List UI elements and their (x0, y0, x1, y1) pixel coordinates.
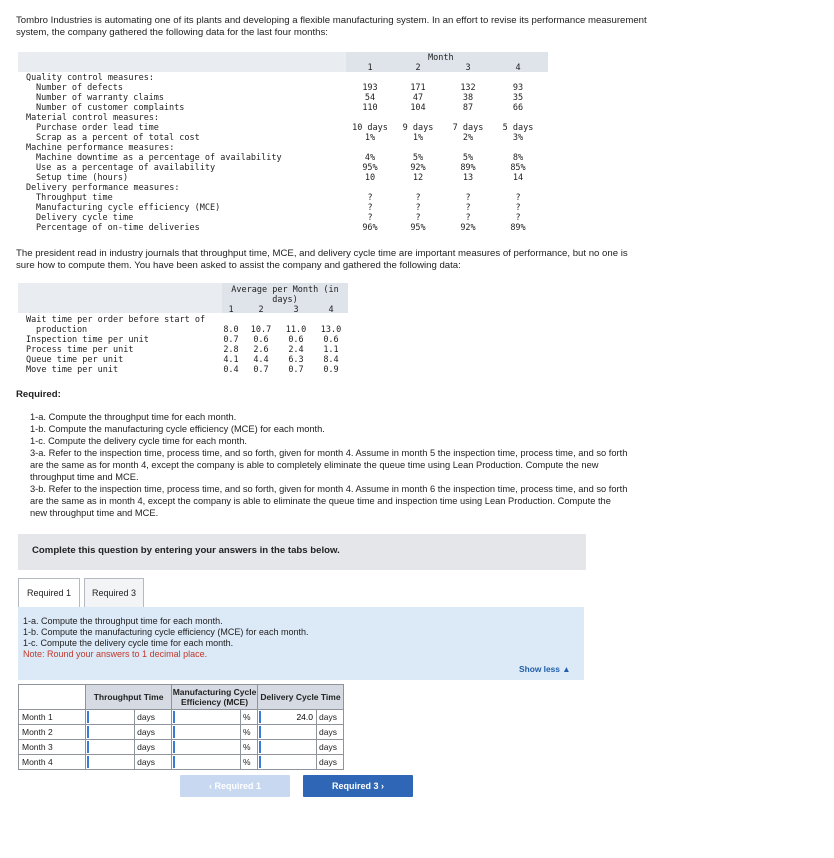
table1-cell: 1% (364, 133, 376, 143)
table2-row-label: Wait time per order before start of (26, 315, 206, 325)
table1-cell: ? (367, 203, 373, 213)
table1-cell: 7 days (452, 123, 484, 133)
table1-cell: ? (367, 213, 373, 223)
mce-input[interactable] (173, 726, 239, 738)
instructions-panel (18, 607, 584, 680)
required-label: Required: (16, 389, 61, 400)
unit-separator (316, 740, 317, 754)
unit-separator (240, 725, 241, 739)
table1-row-label: Machine performance measures: (26, 143, 175, 153)
tab-required-1[interactable]: Required 1 (18, 578, 80, 608)
table1-cell: 96% (362, 223, 378, 233)
table1-cell: 54 (364, 93, 376, 103)
table1-header-left (18, 52, 346, 72)
table2-cell: 4.1 (223, 355, 239, 365)
table1-row-label: Number of defects (36, 83, 123, 93)
unit-separator (240, 710, 241, 724)
answer-row (19, 725, 344, 740)
table1-cell: 93 (512, 83, 524, 93)
delivery-cycle-time-input[interactable] (259, 726, 315, 738)
table2-cell: 1.1 (323, 345, 339, 355)
table1-row-label: Material control measures: (26, 113, 160, 123)
table1-cell: 110 (362, 103, 378, 113)
next-required-3-button[interactable]: Required 3 › (303, 775, 413, 797)
table1-row-label: Machine downtime as a percentage of availability (36, 153, 282, 163)
table1-cell: 5% (462, 153, 474, 163)
table1-cell: 92% (410, 163, 426, 173)
table2-column-header: 4 (328, 305, 334, 315)
answer-row (19, 755, 344, 770)
table1-row-label: Manufacturing cycle efficiency (MCE) (36, 203, 221, 213)
table1-cell: 95% (410, 223, 426, 233)
unit-label: % (243, 757, 251, 767)
table1-row-label: Setup time (hours) (36, 173, 129, 183)
unit-label: days (137, 757, 156, 767)
table2-cell: 0.6 (288, 335, 304, 345)
month-label: Month 2 (19, 725, 86, 740)
panel-line-1b: 1-b. Compute the manufacturing cycle efficiency (MCE) for each month. (23, 627, 309, 637)
requirement-item: 1-b. Compute the manufacturing cycle efficiency (MCE) for each month. (30, 424, 325, 434)
table1-cell: 5% (412, 153, 424, 163)
table1-cell: 89% (460, 163, 476, 173)
unit-label: % (243, 712, 251, 722)
requirements-list (30, 411, 630, 519)
table1-cell: 38 (462, 93, 474, 103)
table1-row-label: Throughput time (36, 193, 113, 203)
table1-cell: ? (415, 193, 421, 203)
unit-separator (134, 710, 135, 724)
table1-cell: 4% (364, 153, 376, 163)
table2-cell: 0.9 (323, 365, 339, 375)
month-label: Month 3 (19, 740, 86, 755)
table1-cell: 3% (512, 133, 524, 143)
requirement-item: 1-c. Compute the delivery cycle time for each month. (30, 436, 248, 446)
table1-cell: ? (515, 193, 521, 203)
panel-line-1a: 1-a. Compute the throughput time for each month. (23, 616, 223, 626)
table1-row-label: Percentage of on-time deliveries (36, 223, 200, 233)
table2-row-label-cont: production (36, 325, 88, 335)
rounding-note: Note: Round your answers to 1 decimal place. (23, 649, 208, 659)
table1-column-header: 2 (415, 63, 421, 73)
requirement-item: 3-a. Refer to the inspection time, process time, and so forth, given for month 4. Assume in month 5 the inspection time, process time, and so forth are the same as for month 4, except the company is able to completely eliminate the queue time using Lean Production. Compute the new throughput time and MCE. (30, 448, 628, 482)
unit-label: days (319, 757, 337, 767)
panel-line-1c: 1-c. Compute the delivery cycle time for each month. (23, 638, 234, 648)
month-label: Month 1 (19, 710, 86, 725)
table1-cell: ? (465, 193, 471, 203)
table1-cell: 85% (510, 163, 526, 173)
table1-cell: 13 (462, 173, 474, 183)
requirement-item: 3-b. Refer to the inspection time, process time, and so forth, given for month 4. Assume in month 6 the inspection time, process time, and so forth are the same as in month 4, except the company is able to eliminate the queue time and inspection time using Lean Production. Compute the new throughput time and MCE. (30, 484, 628, 518)
unit-separator (134, 725, 135, 739)
complete-instructions-text: Complete this question by entering your answers in the tabs below. (32, 545, 340, 556)
header-throughput-time: Throughput Time (86, 685, 172, 710)
table1-cell: 66 (512, 103, 524, 113)
unit-label: days (319, 727, 337, 737)
requirement-item: 1-a. Compute the throughput time for each month. (30, 412, 237, 422)
unit-separator (316, 755, 317, 769)
table2-cell: 10.7 (250, 325, 272, 335)
table1-month-label: Month (428, 53, 454, 63)
table2-cell: 11.0 (285, 325, 307, 335)
table1-cell: ? (367, 193, 373, 203)
unit-separator (316, 710, 317, 724)
table2-cell: 2.6 (253, 345, 269, 355)
table2-cell: 0.6 (253, 335, 269, 345)
unit-label: days (137, 712, 156, 722)
header-mce: Manufacturing Cycle Efficiency (MCE) (172, 685, 258, 710)
complete-instructions-box (18, 534, 586, 570)
table1-cell: 10 (364, 173, 376, 183)
table1-cell: 193 (362, 83, 378, 93)
table1-cell: 89% (510, 223, 526, 233)
table1-cell: 95% (362, 163, 378, 173)
table1-cell: 10 days (352, 123, 388, 133)
table1-row-label: Purchase order lead time (36, 123, 159, 133)
president-paragraph: The president read in industry journals that throughput time, MCE, and delivery cycle time are important measures of performance, but no one is sure how to compute them. You have been asked to assist the company and gathered the following data: (16, 248, 628, 271)
previous-required-1-button[interactable]: ‹ Required 1 (180, 775, 290, 797)
table2-cell: 13.0 (320, 325, 342, 335)
mce-input[interactable] (173, 741, 239, 753)
table1-row-label: Scrap as a percent of total cost (36, 133, 200, 143)
table2-cell: 0.6 (323, 335, 339, 345)
table2-cell: 0.7 (223, 335, 239, 345)
table1-cell: ? (465, 213, 471, 223)
mce-input[interactable] (173, 756, 239, 768)
table1-cell: 8% (512, 153, 524, 163)
table2-cell: 6.3 (288, 355, 304, 365)
answer-row (19, 740, 344, 755)
tab-required-3[interactable]: Required 3 (84, 578, 144, 608)
table1-cell: ? (465, 203, 471, 213)
table2-cell: 0.7 (288, 365, 304, 375)
table1-row-label: Delivery cycle time (36, 213, 134, 223)
table1-row-label: Number of customer complaints (36, 103, 185, 113)
delivery-cycle-time-input[interactable] (259, 756, 315, 768)
table1-column-header: 4 (515, 63, 521, 73)
table1-cell: ? (515, 213, 521, 223)
unit-label: % (243, 727, 251, 737)
show-less-link[interactable]: Show less ▲ (519, 664, 571, 674)
table2-column-header: 2 (258, 305, 264, 315)
table2-row-label: Move time per unit (26, 365, 119, 375)
unit-label: days (319, 742, 337, 752)
table1-cell: 104 (410, 103, 426, 113)
table1-cell: 2% (462, 133, 474, 143)
throughput-time-input[interactable] (87, 726, 133, 738)
table1-cell: 1% (412, 133, 424, 143)
table1-cell: 92% (460, 223, 476, 233)
delivery-cycle-time-input[interactable] (259, 741, 315, 753)
table2-row-label: Process time per unit (26, 345, 134, 355)
table2-cell: 8.0 (223, 325, 239, 335)
table1-cell: 12 (412, 173, 424, 183)
table2-cell: 0.4 (223, 365, 239, 375)
table2-row-label: Queue time per unit (26, 355, 124, 365)
mce-input[interactable] (173, 711, 239, 723)
table2-row-label: Inspection time per unit (26, 335, 149, 345)
table1-cell: 9 days (402, 123, 434, 133)
table2-cell: 4.4 (253, 355, 269, 365)
throughput-time-input[interactable] (87, 756, 133, 768)
unit-label: days (137, 742, 156, 752)
table2-header-left (18, 283, 222, 313)
table1-cell: ? (415, 203, 421, 213)
answer-table-corner (19, 685, 86, 710)
table2-column-header: 3 (293, 305, 299, 315)
table1-column-header: 3 (465, 63, 471, 73)
table1-cell: 87 (462, 103, 474, 113)
unit-separator (134, 740, 135, 754)
answer-table (18, 684, 344, 770)
table1-row-label: Delivery performance measures: (26, 183, 180, 193)
table2-cell: 8.4 (323, 355, 339, 365)
month-label: Month 4 (19, 755, 86, 770)
table1-column-header: 1 (367, 63, 373, 73)
table1-cell: 5 days (502, 123, 534, 133)
delivery-cycle-time-input[interactable] (259, 711, 315, 723)
unit-separator (316, 725, 317, 739)
table1-row-label: Number of warranty claims (36, 93, 164, 103)
unit-separator (240, 755, 241, 769)
throughput-time-input[interactable] (87, 711, 133, 723)
unit-label: days (137, 727, 156, 737)
answer-row (19, 710, 344, 725)
table1-cell: 35 (512, 93, 524, 103)
table1-row-label: Quality control measures: (26, 73, 154, 83)
unit-separator (134, 755, 135, 769)
table1-cell: 47 (412, 93, 424, 103)
table1-cell: 14 (512, 173, 524, 183)
table2-cell: 2.8 (223, 345, 239, 355)
unit-label: days (319, 712, 337, 722)
table2-cell: 0.7 (253, 365, 269, 375)
table1-cell: 171 (410, 83, 426, 93)
table2-title: Average per Month (in days) (231, 285, 339, 305)
unit-label: % (243, 742, 251, 752)
table1-cell: ? (515, 203, 521, 213)
intro-text: Tombro Industries is automating one of its plants and developing a flexible manufacturing system. In an effort to revise its performance measurement system, the company gathered the following data for the last four months: (16, 15, 647, 38)
table1-cell: ? (415, 213, 421, 223)
table1-row-label: Use as a percentage of availability (36, 163, 216, 173)
table1-cell: 132 (460, 83, 476, 93)
unit-separator (240, 740, 241, 754)
table2-column-header: 1 (228, 305, 234, 315)
header-delivery-cycle-time: Delivery Cycle Time (258, 685, 344, 710)
throughput-time-input[interactable] (87, 741, 133, 753)
table2-cell: 2.4 (288, 345, 304, 355)
